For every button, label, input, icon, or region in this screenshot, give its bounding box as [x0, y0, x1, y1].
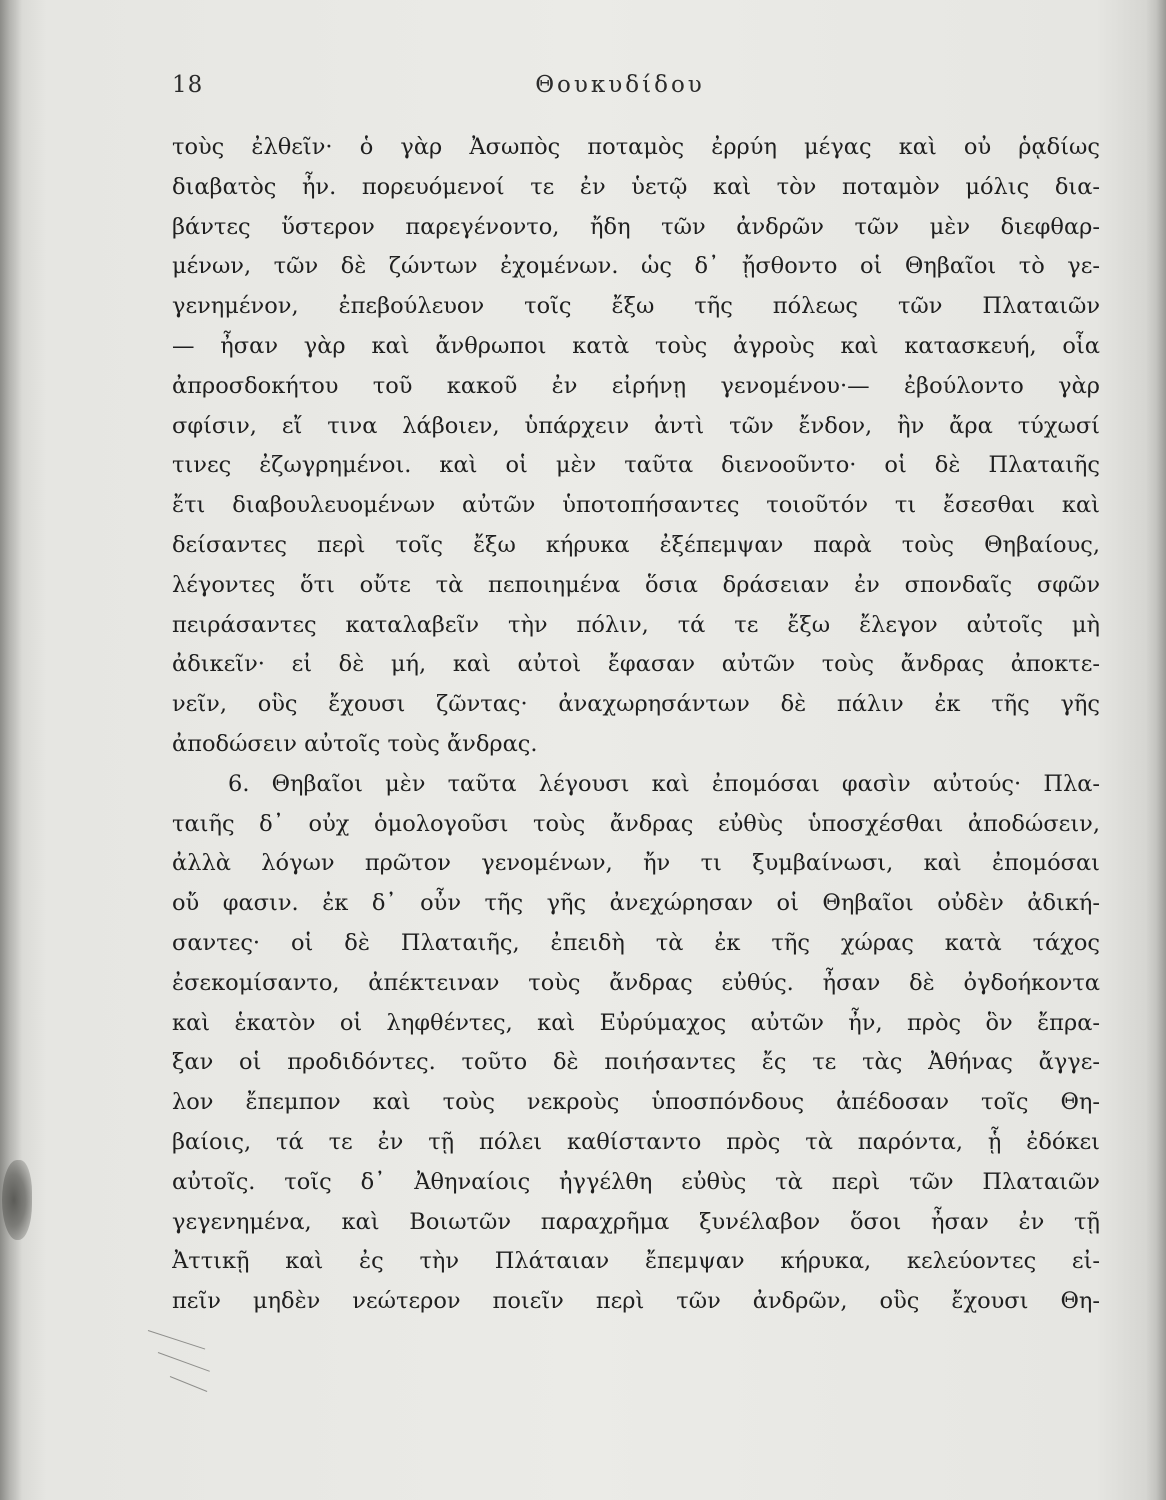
text-line: ἀπροσδοκήτου τοῦ κακοῦ ἐν εἰρήνῃ γενομένου·— ἐβούλοντο γὰρ [172, 372, 1100, 399]
running-title: Θουκυδίδου [535, 72, 705, 98]
text-line: γενημένον, ἐπεβούλευον τοῖς ἔξω τῆς πόλεως τῶν Πλαταιῶν [172, 293, 1100, 320]
text-line: τινες ἐζωγρημένοι. καὶ οἱ μὲν ταῦτα διενοοῦντο· οἱ δὲ Πλαταιῆς [172, 452, 1100, 479]
body-text [172, 128, 1100, 1322]
text-line: βάντες ὕστερον παρεγένοντο, ἤδη τῶν ἀνδρῶν τῶν μὲν διεφθαρ- [172, 213, 1100, 240]
text-line: μένων, τῶν δὲ ζώντων ἐχομένων. ὡς δ᾿ ᾔσθοντο οἱ Θηβαῖοι τὸ γε- [172, 253, 1100, 280]
text-line: λον ἔπεμπον καὶ τοὺς νεκροὺς ὑποσπόνδους ἀπέδοσαν τοῖς Θη- [172, 1089, 1100, 1116]
ink-stain [2, 1160, 32, 1240]
text-line: οὔ φασιν. ἐκ δ᾿ οὖν τῆς γῆς ἀνεχώρησαν οἱ Θηβαῖοι οὐδὲν ἀδική- [172, 890, 1100, 917]
text-line: ἔτι διαβουλευομένων αὐτῶν ὑποτοπήσαντες τοιοῦτόν τι ἔσεσθαι καὶ [172, 492, 1100, 519]
text-line: πειράσαντες καταλαβεῖν τὴν πόλιν, τά τε ἔξω ἔλεγον αὐτοῖς μὴ [172, 611, 1100, 638]
text-line: ξαν οἱ προδιδόντες. τοῦτο δὲ ποιήσαντες ἔς τε τὰς Ἀθήνας ἄγγε- [172, 1049, 1100, 1076]
text-line: ταιῆς δ᾿ οὐχ ὁμολογοῦσι τοὺς ἄνδρας εὐθὺς ὑποσχέσθαι ἀποδώσειν, [172, 810, 1100, 837]
page-left-edge-shadow [0, 0, 22, 1500]
text-line: διαβατὸς ἦν. πορευόμενοί τε ἐν ὑετῷ καὶ τὸν ποταμὸν μόλις δια- [172, 173, 1100, 200]
text-line: αὐτοῖς. τοῖς δ᾿ Ἀθηναίοις ἠγγέλθη εὐθὺς τὰ περὶ τῶν Πλαταιῶν [172, 1168, 1100, 1195]
text-line: γεγενημένα, καὶ Βοιωτῶν παραχρῆμα ξυνέλαβον ὅσοι ἦσαν ἐν τῇ [172, 1208, 1100, 1235]
text-line: βαίοις, τά τε ἐν τῇ πόλει καθίσταντο πρὸς τὰ παρόντα, ᾗ ἐδόκει [172, 1128, 1100, 1155]
pencil-mark [170, 1376, 207, 1392]
text-line: ἐσεκομίσαντο, ἀπέκτειναν τοὺς ἄνδρας εὐθύς. ἦσαν δὲ ὀγδοήκοντα [172, 969, 1100, 996]
text-line: Ἀττικῇ καὶ ἐς τὴν Πλάταιαν ἔπεμψαν κήρυκα, κελεύοντες εἰ- [172, 1248, 1100, 1275]
text-line: ἀποδώσειν αὐτοῖς τοὺς ἄνδρας. [172, 730, 538, 757]
text-line: σφίσιν, εἴ τινα λάβοιεν, ὑπάρχειν ἀντὶ τῶν ἔνδον, ἢν ἄρα τύχωσί [172, 412, 1100, 439]
pencil-mark [148, 1330, 205, 1349]
text-line: ἀδικεῖν· εἰ δὲ μή, καὶ αὐτοὶ ἔφασαν αὐτῶν τοὺς ἄνδρας ἀποκτε- [172, 651, 1100, 678]
pencil-mark [158, 1352, 210, 1372]
text-line: ἀλλὰ λόγων πρῶτον γενομένων, ἤν τι ξυμβαίνωσι, καὶ ἐπομόσαι [172, 850, 1100, 877]
text-line: λέγοντες ὅτι οὔτε τὰ πεποιημένα ὅσια δράσειαν ἐν σπονδαῖς σφῶν [172, 571, 1100, 598]
text-line: καὶ ἑκατὸν οἱ ληφθέντες, καὶ Εὐρύμαχος αὐτῶν ἦν, πρὸς ὃν ἔπρα- [172, 1009, 1100, 1036]
text-line: — ἦσαν γὰρ καὶ ἄνθρωποι κατὰ τοὺς ἀγροὺς καὶ κατασκευή, οἷα [172, 332, 1100, 359]
page-right-edge-shadow [1146, 0, 1166, 1500]
text-line: 6. Θηβαῖοι μὲν ταῦτα λέγουσι καὶ ἐπομόσαι φασὶν αὐτούς· Πλα- [228, 770, 1100, 797]
text-line: δείσαντες περὶ τοῖς ἔξω κήρυκα ἐξέπεμψαν παρὰ τοὺς Θηβαίους, [172, 531, 1100, 558]
text-line: τοὺς ἐλθεῖν· ὁ γὰρ Ἀσωπὸς ποταμὸς ἐρρύη μέγας καὶ οὐ ῥᾳδίως [172, 134, 1100, 160]
page-number: 18 [172, 72, 204, 98]
text-line: νεῖν, οὓς ἔχουσι ζῶντας· ἀναχωρησάντων δὲ πάλιν ἐκ τῆς γῆς [172, 691, 1100, 718]
text-line: σαντες· οἱ δὲ Πλαταιῆς, ἐπειδὴ τὰ ἐκ τῆς χώρας κατὰ τάχος [172, 929, 1100, 956]
text-line: πεῖν μηδὲν νεώτερον ποιεῖν περὶ τῶν ἀνδρῶν, οὓς ἔχουσι Θη- [172, 1288, 1100, 1315]
